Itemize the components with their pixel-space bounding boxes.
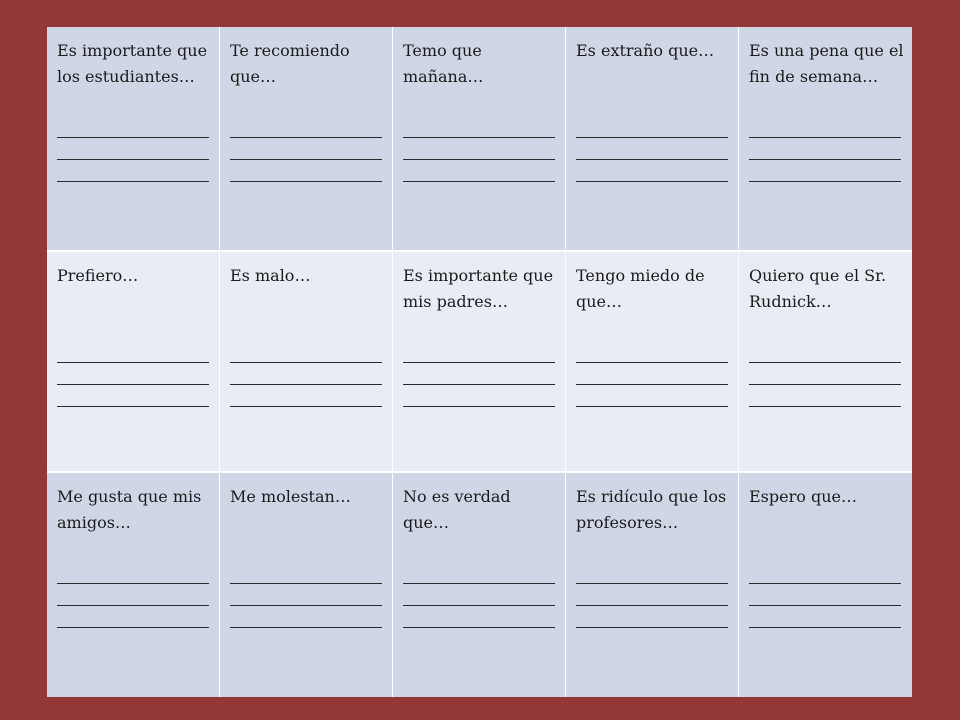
answer-line [230, 584, 382, 606]
answer-lines [230, 341, 382, 407]
answer-line [230, 363, 382, 385]
answer-lines [57, 341, 209, 407]
table-cell [566, 27, 739, 250]
answer-line [403, 363, 555, 385]
answer-line [576, 138, 728, 160]
answer-line [749, 363, 901, 385]
answer-line [403, 385, 555, 407]
table-cell [47, 250, 220, 473]
answer-line [576, 341, 728, 363]
table-cell [566, 473, 739, 697]
answer-line [576, 385, 728, 407]
answer-line [576, 160, 728, 182]
prompt-text: Quiero que el Sr. Rudnick… [749, 266, 887, 311]
prompt-text: Tengo miedo de que… [576, 266, 705, 311]
prompt-text: No es verdad que… [403, 487, 511, 532]
answer-line [230, 160, 382, 182]
prompt-text: Prefiero… [57, 266, 139, 285]
answer-line [230, 606, 382, 628]
prompt-text: Es malo… [230, 266, 311, 285]
answer-line [403, 606, 555, 628]
answer-line [576, 562, 728, 584]
prompt-text: Me gusta que mis amigos… [57, 487, 202, 532]
answer-line [576, 584, 728, 606]
answer-line [403, 341, 555, 363]
answer-line [403, 138, 555, 160]
prompt-text: Es una pena que el fin de semana… [749, 41, 904, 86]
prompt-text: Me molestan… [230, 487, 351, 506]
answer-line [57, 606, 209, 628]
answer-lines [230, 562, 382, 628]
answer-lines [749, 341, 901, 407]
answer-line [57, 385, 209, 407]
table-cell [393, 27, 566, 250]
answer-lines [749, 562, 901, 628]
answer-line [403, 160, 555, 182]
answer-line [576, 363, 728, 385]
answer-line [57, 341, 209, 363]
answer-line [749, 385, 901, 407]
table-cell [393, 473, 566, 697]
answer-line [57, 160, 209, 182]
table-cell [220, 473, 393, 697]
table-cell [566, 250, 739, 473]
answer-line [230, 341, 382, 363]
answer-line [57, 116, 209, 138]
prompt-text: Es importante que los estudiantes… [57, 41, 208, 86]
answer-lines [403, 562, 555, 628]
answer-lines [230, 116, 382, 182]
answer-line [749, 562, 901, 584]
answer-line [230, 562, 382, 584]
table-cell [739, 473, 912, 697]
answer-line [403, 584, 555, 606]
prompt-text: Te recomiendo que… [230, 41, 350, 86]
answer-line [57, 584, 209, 606]
answer-lines [576, 562, 728, 628]
answer-line [749, 138, 901, 160]
answer-line [403, 562, 555, 584]
table-cell [739, 27, 912, 250]
table-cell [220, 250, 393, 473]
answer-line [576, 116, 728, 138]
table-cell [47, 27, 220, 250]
prompt-text: Espero que… [749, 487, 857, 506]
answer-lines [749, 116, 901, 182]
answer-line [57, 562, 209, 584]
answer-lines [576, 341, 728, 407]
answer-line [230, 138, 382, 160]
answer-line [230, 116, 382, 138]
answer-line [749, 116, 901, 138]
answer-lines [576, 116, 728, 182]
answer-line [749, 584, 901, 606]
answer-line [57, 363, 209, 385]
sentence-prompt-table [47, 27, 912, 697]
prompt-text: Es ridículo que los profesores… [576, 487, 727, 532]
table-cell [739, 250, 912, 473]
answer-line [403, 116, 555, 138]
answer-lines [57, 562, 209, 628]
prompt-text: Temo que mañana… [403, 41, 484, 86]
answer-lines [403, 116, 555, 182]
answer-lines [403, 341, 555, 407]
table-cell [47, 473, 220, 697]
table-cell [220, 27, 393, 250]
answer-line [749, 606, 901, 628]
prompt-text: Es importante que mis padres… [403, 266, 554, 311]
table-cell [393, 250, 566, 473]
answer-line [749, 160, 901, 182]
answer-line [230, 385, 382, 407]
answer-line [749, 341, 901, 363]
answer-line [57, 138, 209, 160]
answer-lines [57, 116, 209, 182]
prompt-text: Es extraño que… [576, 41, 715, 60]
answer-line [576, 606, 728, 628]
